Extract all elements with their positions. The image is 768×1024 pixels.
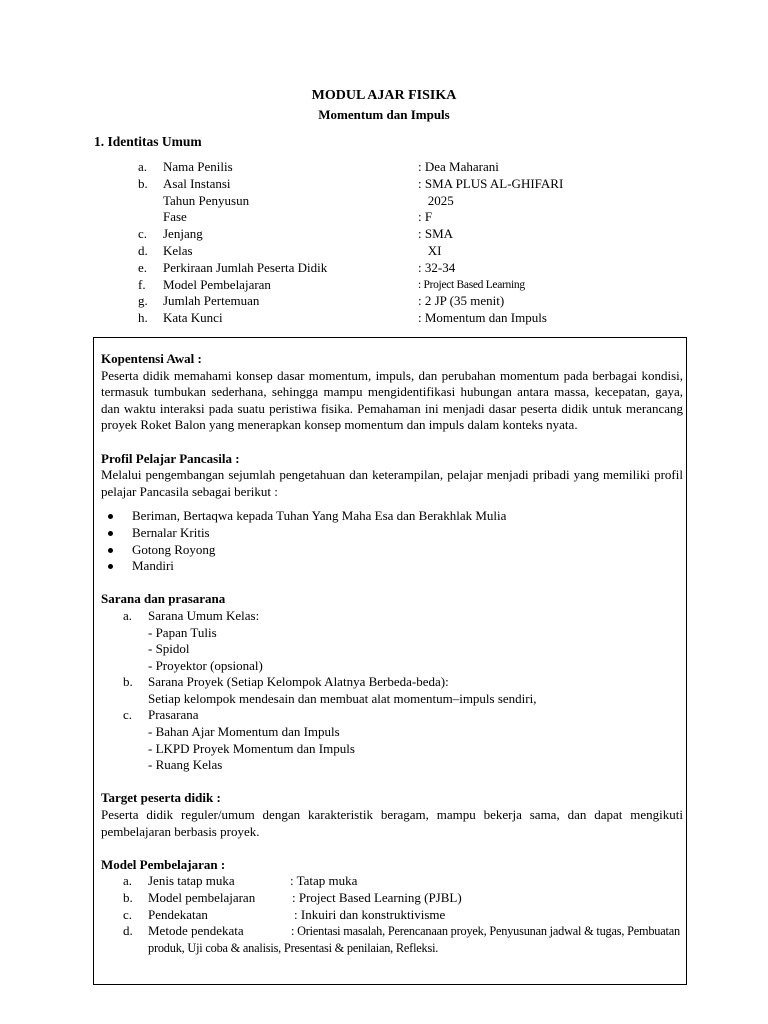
row-letter — [138, 193, 163, 210]
row-value: : Tatap muka — [290, 873, 358, 889]
row-letter: b. — [123, 890, 133, 905]
identitas-row — [138, 209, 698, 226]
sub-item: - Bahan Ajar Momentum dan Impuls — [148, 724, 340, 740]
item-label: Sarana Proyek (Setiap Kelompok Alatnya Berbeda-beda): — [148, 674, 449, 690]
row-value: : 32-34 — [418, 259, 456, 275]
list-item — [101, 542, 683, 559]
row-letter: c. — [138, 226, 148, 242]
row-label: Tahun Penyusun — [163, 192, 250, 208]
row-letter: d. — [123, 923, 133, 939]
bullet-icon — [108, 548, 113, 553]
sub-item: - LKPD Proyek Momentum dan Impuls — [148, 740, 355, 756]
bullet-icon — [108, 531, 113, 536]
profil-heading: Profil Pelajar Pancasila : — [101, 450, 240, 466]
row-letter: f. — [138, 276, 146, 292]
item-letter: c. — [123, 707, 133, 723]
model-row — [101, 907, 683, 924]
row-value: 2025 — [418, 192, 454, 208]
document-title: MODUL AJAR FISIKA — [311, 88, 457, 103]
profil-text: Melalui pengembangan sejumlah pengetahuan dan keterampilan, pelajar menjadi pribadi yang memiliki profil pelajar Pancasila sebagai berikut : — [101, 467, 683, 499]
row-label: Pendekatan — [148, 906, 208, 922]
list-item-text: Beriman, Bertaqwa kepada Tuhan Yang Maha Esa dan Berakhlak Mulia — [132, 508, 507, 524]
row-label: Metode pendekata — [148, 923, 244, 939]
row-value: : SMA PLUS AL-GHIFARI — [418, 175, 564, 191]
list-item — [101, 558, 683, 575]
item-label: Prasarana — [148, 707, 199, 723]
row-value: : Dea Maharani — [418, 159, 499, 174]
row-value: : Project Based Learning — [418, 278, 525, 291]
row-letter: h. — [138, 310, 148, 326]
identitas-row — [138, 310, 698, 327]
row-label: Jenjang — [163, 226, 203, 242]
identitas-list — [138, 159, 698, 327]
row-label: Model Pembelajaran — [163, 276, 271, 292]
identitas-row — [138, 226, 698, 243]
sub-item: - Spidol — [148, 641, 190, 657]
identitas-row — [138, 293, 698, 310]
row-value: : Inkuiri dan konstruktivisme — [294, 906, 446, 922]
kompetensi-text: Peserta didik memahami konsep dasar momentum, impuls, dan perubahan momentum pada berbagai kondisi, termasuk tumbukan sederhana, sehingga mampu mengidentifikasi hubungan antara massa, kecepatan, gaya, dan waktu interaksi pada suatu peristiwa fisika. Pemahaman ini menjadi dasar peserta didik untuk merancang proyek Roket Balon yang menerapkan konsep momentum dan impuls dalam konteks nyata. — [101, 367, 683, 433]
sarana-item-a — [101, 608, 683, 625]
bullet-icon — [108, 564, 113, 569]
model-row — [101, 873, 683, 890]
kompetensi-heading: Kopentensi Awal : — [101, 351, 202, 366]
identitas-row — [138, 243, 698, 260]
row-letter: g. — [138, 293, 148, 309]
item-letter: a. — [123, 607, 133, 623]
row-letter: d. — [138, 242, 148, 258]
sarana-item-c — [101, 707, 683, 724]
row-content — [148, 923, 683, 956]
model-row — [101, 890, 683, 907]
row-label: Kelas — [163, 242, 193, 258]
row-value: : 2 JP (35 menit) — [418, 293, 505, 309]
sarana-heading: Sarana dan prasarana — [101, 591, 226, 607]
row-value: : F — [418, 209, 433, 225]
sub-item: Setiap kelompok mendesain dan membuat alat momentum–impuls sendiri, — [148, 690, 537, 706]
sub-item: - Proyektor (opsional) — [148, 657, 263, 673]
identitas-row — [138, 260, 698, 277]
item-letter: b. — [123, 674, 133, 690]
row-letter: e. — [138, 259, 148, 275]
model-heading: Model Pembelajaran : — [101, 856, 226, 872]
row-value: XI — [418, 242, 442, 258]
row-label: Nama Penilis — [163, 159, 233, 174]
sarana-item-b — [101, 674, 683, 691]
item-label: Sarana Umum Kelas: — [148, 607, 260, 623]
row-label: Jenis tatap muka — [148, 873, 235, 889]
list-item-text: Mandiri — [132, 558, 174, 574]
row-label: Jumlah Pertemuan — [163, 293, 260, 309]
row-label: Perkiraan Jumlah Peserta Didik — [163, 259, 328, 275]
list-item — [101, 525, 683, 542]
identitas-row — [138, 159, 698, 176]
model-row — [101, 923, 683, 956]
row-value: : Momentum dan Impuls — [418, 310, 547, 326]
identitas-row — [138, 193, 698, 210]
sub-item: - Ruang Kelas — [148, 757, 223, 773]
document-subtitle: Momentum dan Impuls — [318, 107, 450, 122]
row-letter: a. — [138, 159, 148, 174]
row-value: : SMA — [418, 226, 454, 242]
row-letter — [138, 209, 163, 226]
target-heading: Target peserta didik : — [101, 790, 221, 806]
row-letter: b. — [138, 175, 148, 191]
bullet-icon — [108, 514, 113, 519]
identitas-row — [138, 277, 698, 294]
profil-list — [101, 508, 683, 574]
list-item-text: Bernalar Kritis — [132, 524, 210, 540]
row-value: : Project Based Learning (PJBL) — [292, 890, 462, 905]
row-label: Fase — [163, 209, 187, 225]
list-item-text: Gotong Royong — [132, 541, 216, 557]
target-text: Peserta didik reguler/umum dengan karakteristik beragam, mampu bekerja sama, dan dapat mengikuti pembelajaran berbasis proyek. — [101, 807, 683, 839]
row-value: : Orientasi masalah, Perencanaan proyek, Penyusunan jadwal & tugas, Pembuatan produk, Uji coba & analisis, Presentasi & penilaian, Refleksi. — [148, 924, 680, 955]
sub-item: - Papan Tulis — [148, 624, 217, 640]
row-label: Model pembelajaran — [148, 890, 256, 905]
identitas-row — [138, 176, 698, 193]
list-item — [101, 508, 683, 525]
identitas-heading: 1. Identitas Umum — [94, 134, 202, 149]
row-letter: a. — [123, 873, 133, 889]
row-letter: c. — [123, 906, 133, 922]
content-box — [93, 337, 687, 985]
row-label: Kata Kunci — [163, 310, 223, 326]
row-label: Asal Instansi — [163, 175, 231, 191]
